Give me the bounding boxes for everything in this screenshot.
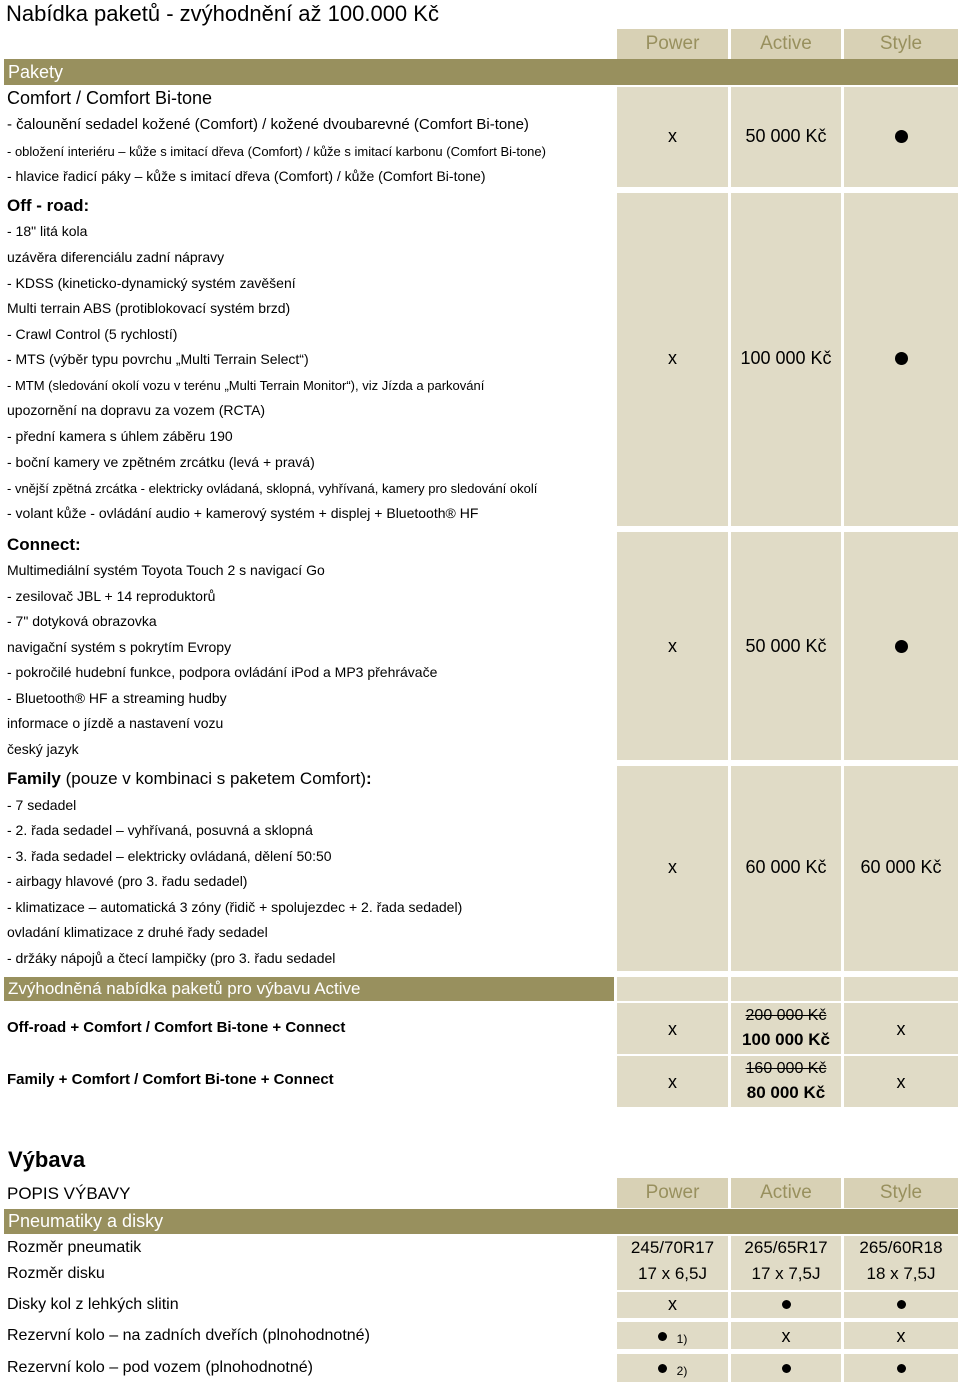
bundle-old-price: 200 000 Kč <box>745 1007 827 1024</box>
included-dot-icon <box>897 1364 906 1373</box>
connect-active: 50 000 Kč <box>745 635 827 656</box>
offroad-active: 100 000 Kč <box>740 347 832 368</box>
equipment-power: 17 x 6,5J <box>638 1264 707 1283</box>
equipment-row-label: Rozměr disku <box>7 1265 105 1282</box>
bundle-label: Off-road + Comfort / Comfort Bi-tone + Connect <box>7 1019 346 1036</box>
comfort-heading: Comfort / Comfort Bi-tone <box>7 88 213 108</box>
family-heading-name: Family <box>7 769 61 788</box>
column-header-power: Power <box>617 1178 728 1208</box>
connect-power: x <box>668 635 677 656</box>
offroad-line: - vnější zpětná zrcátka - elektricky ovládaná, sklopná, vyhřívaná, kamery pro sledování okolí <box>7 481 538 496</box>
offroad-power: x <box>668 347 677 368</box>
included-dot-icon <box>895 640 908 653</box>
equipment-row-label: Rezervní kolo – na zadních dveřích (plnohodnotné) <box>7 1327 370 1344</box>
family-line: - držáky nápojů a čtecí lampičky (pro 3. řadu sedadel <box>7 950 336 966</box>
offroad-line: upozornění na dopravu za vozem (RCTA) <box>7 402 266 418</box>
equipment-style <box>844 1292 958 1316</box>
family-line: - 3. řada sedadel – elektricky ovládaná, dělení 50:50 <box>7 848 332 864</box>
family-heading-colon: : <box>366 769 372 788</box>
equipment-active: x <box>781 1325 791 1346</box>
offroad-line: - přední kamera s úhlem záběru 190 <box>7 428 233 444</box>
included-dot-icon <box>658 1364 667 1373</box>
column-header-active: Active <box>731 1178 841 1208</box>
equipment-style <box>844 1356 958 1380</box>
offroad-line: - KDSS (kineticko-dynamický systém zavěšení <box>7 275 296 291</box>
family-line: - 2. řada sedadel – vyhřívaná, posuvná a sklopná <box>7 822 313 838</box>
equipment-power <box>617 1356 728 1380</box>
offroad-style <box>844 344 958 372</box>
equipment-style: x <box>896 1325 906 1346</box>
equipment-active <box>731 1356 841 1380</box>
offroad-heading: Off - road: <box>7 196 90 215</box>
included-dot-icon <box>895 130 908 143</box>
footnote-marker: 2) <box>676 1364 688 1378</box>
bundle-old-price: 160 000 Kč <box>745 1060 827 1077</box>
comfort-line: - čalounění sedadel kožené (Comfort) / kožené dvoubarevné (Comfort Bi-tone) <box>7 116 529 133</box>
column-header-power: Power <box>617 29 728 59</box>
bundle-label: Family + Comfort / Comfort Bi-tone + Connect <box>7 1071 334 1088</box>
offroad-line: - Crawl Control (5 rychlostí) <box>7 326 178 342</box>
footnote-marker: 1) <box>676 1332 688 1346</box>
connect-line: český jazyk <box>7 741 79 757</box>
equipment-power: 245/70R17 <box>630 1238 715 1257</box>
column-header-style: Style <box>844 1178 958 1208</box>
offroad-line: - 18" litá kola <box>7 223 88 239</box>
cell-bg <box>617 977 728 1001</box>
family-active: 60 000 Kč <box>745 856 827 877</box>
connect-line: Multimediální systém Toyota Touch 2 s navigací Go <box>7 562 325 578</box>
offroad-line: - MTS (výběr typu povrchu „Multi Terrain Select“) <box>7 351 309 367</box>
family-heading-note: (pouze v kombinaci s paketem Comfort) <box>60 769 367 788</box>
family-line: - 7 sedadel <box>7 797 77 813</box>
offroad-line: - MTM (sledování okolí vozu v terénu „Multi Terrain Monitor“), viz Jízda a parkování <box>7 378 485 393</box>
bundle-power: x <box>668 1018 677 1039</box>
offroad-line: Multi terrain ABS (protiblokovací systém brzd) <box>7 300 291 316</box>
equipment-active <box>731 1292 841 1316</box>
cell-bg <box>731 977 841 1001</box>
connect-line: - pokročilé hudební funkce, podpora ovládání iPod a MP3 přehrávače <box>7 664 438 680</box>
comfort-line: - obložení interiéru – kůže s imitací dřeva (Comfort) / kůže s imitací karbonu (Comfort Bi-tone) <box>7 144 546 159</box>
offroad-line: - boční kamery ve zpětném zrcátku (levá + pravá) <box>7 454 315 470</box>
comfort-power: x <box>668 125 677 146</box>
connect-line: - 7" dotyková obrazovka <box>7 613 157 629</box>
cell-bg <box>844 977 958 1001</box>
equipment-style: 18 x 7,5J <box>866 1264 936 1283</box>
equipment-description-label: POPIS VÝBAVY <box>7 1184 131 1203</box>
column-header-style: Style <box>844 29 958 59</box>
column-header-active: Active <box>731 29 841 59</box>
connect-line: informace o jízdě a nastavení vozu <box>7 715 224 731</box>
included-dot-icon <box>895 352 908 365</box>
equipment-title: Výbava <box>8 1147 86 1172</box>
equipment-row-label: Rezervní kolo – pod vozem (plnohodnotné) <box>7 1359 313 1376</box>
included-dot-icon <box>782 1300 791 1309</box>
equipment-power: x <box>668 1293 677 1314</box>
family-line: - klimatizace – automatická 3 zóny (řidič + spolujezdec + 2. řada sedadel) <box>7 899 463 915</box>
connect-line: - Bluetooth® HF a streaming hudby <box>7 690 227 706</box>
included-dot-icon <box>782 1364 791 1373</box>
bundle-power: x <box>668 1071 677 1092</box>
included-dot-icon <box>658 1332 667 1341</box>
comfort-line: - hlavice řadicí páky – kůže s imitací dřeva (Comfort) / kůže (Comfort Bi-tone) <box>7 168 486 184</box>
bundle-new-price: 100 000 Kč <box>742 1030 830 1049</box>
family-heading <box>7 769 372 789</box>
family-line: - airbagy hlavové (pro 3. řadu sedadel) <box>7 873 248 889</box>
bundle-style: x <box>896 1071 906 1092</box>
offroad-line: - volant kůže - ovládání audio + kamerový systém + displej + Bluetooth® HF <box>7 505 479 521</box>
page-title: Nabídka paketů - zvýhodnění až 100.000 Kč <box>6 1 439 26</box>
connect-line: navigační systém s pokrytím Evropy <box>7 639 232 655</box>
equipment-power <box>617 1324 728 1348</box>
bundle-new-price: 80 000 Kč <box>746 1083 826 1102</box>
comfort-active: 50 000 Kč <box>745 125 827 146</box>
equipment-style: 265/60R18 <box>859 1238 943 1257</box>
section-bar-tires: Pneumatiky a disky <box>4 1209 958 1234</box>
offroad-line: uzávěra diferenciálu zadní nápravy <box>7 249 225 265</box>
equipment-active: 17 x 7,5J <box>751 1264 821 1283</box>
connect-heading: Connect: <box>7 535 81 554</box>
connect-line: - zesilovač JBL + 14 reproduktorů <box>7 588 216 604</box>
bundle-style: x <box>896 1018 906 1039</box>
family-style: 60 000 Kč <box>860 856 942 877</box>
included-dot-icon <box>897 1300 906 1309</box>
equipment-active: 265/65R17 <box>744 1238 828 1257</box>
comfort-style <box>844 122 958 150</box>
equipment-row-label: Disky kol z lehkých slitin <box>7 1296 179 1313</box>
connect-style <box>844 632 958 660</box>
section-bar-bundles: Zvýhodněná nabídka paketů pro výbavu Active <box>4 977 614 1001</box>
equipment-row-label: Rozměr pneumatik <box>7 1239 142 1256</box>
family-line: ovladání klimatizace z druhé řady sedadel <box>7 924 268 940</box>
family-power: x <box>668 856 677 877</box>
section-bar-packages: Pakety <box>4 59 958 85</box>
